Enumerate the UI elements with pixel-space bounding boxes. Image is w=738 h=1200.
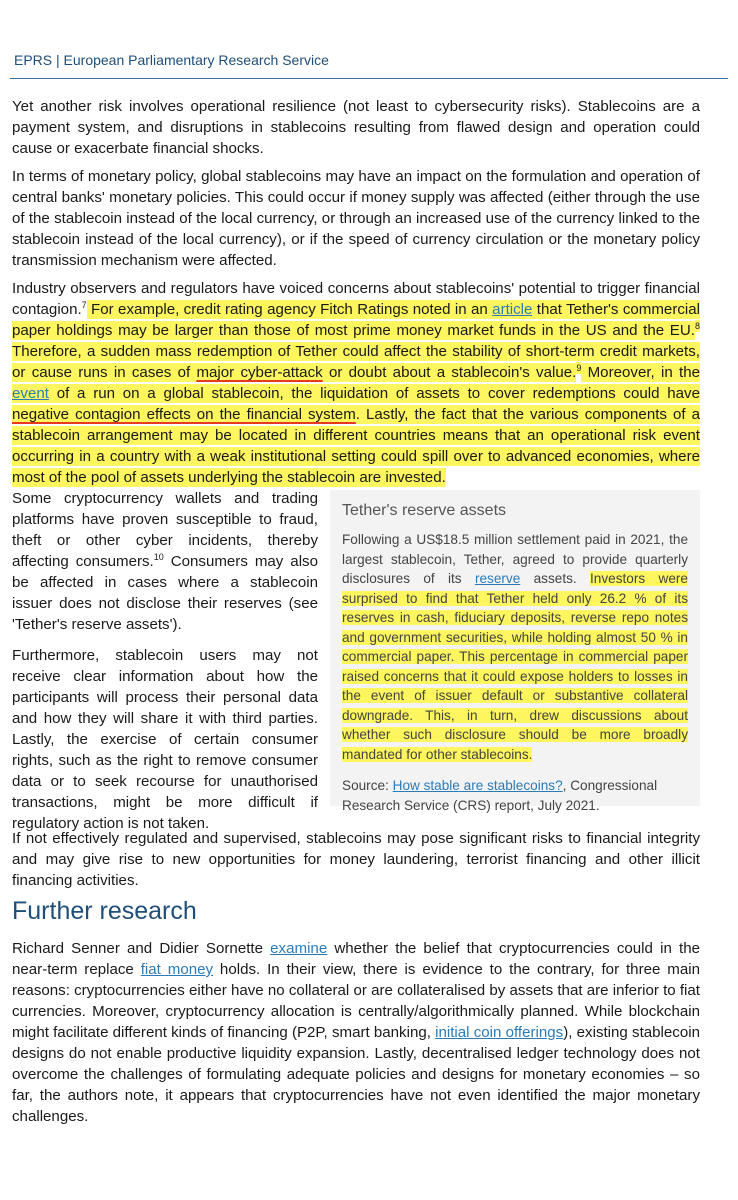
link-source[interactable]: How stable are stablecoins? [392, 778, 563, 793]
paragraph-text: Some cryptocurrency wallets and trading platforms have proven susceptible to fraud, theft or other cyber incidents, thereby affecting consumers. [12, 490, 318, 570]
highlighted-text: . Lastly, the fact that the various components of a stablecoin arrangement may be located in different countries means that an operational risk event occurring in a country with a weak institutional setting could spill over to advanced economies, where most of the pool of assets underlying the stablecoin are invested. [12, 406, 700, 486]
box-text-part: Following a US$18.5 million settlement paid in 2021, the largest stablecoin, Tether, agreed to provide quarterly disclosures of its [342, 532, 688, 586]
footnote-10[interactable]: 10 [153, 551, 164, 562]
source-rest: , Congressional Research Service (CRS) report, July 2021. [342, 778, 658, 813]
paragraph-user-data: Furthermore, stablecoin users may not receive clear information about how the participants will process their personal data and how they will share it with third parties. Lastly, the exercise of certain consumer rights, such as the right to remove consumer data or to seek recourse for unauthorised transactions, might be more difficult if regulatory action is not taken. [12, 647, 318, 832]
highlighted-text: Investors were surprised to find that Tether held only 26.2 % of its reserves in cash, fiduciary deposits, reverse repo notes and government securities, while holding almost 50 % in commercial paper. This percentage in commercial paper raised concerns that it could expose holders to losses in the event of issuer default or substantive collateral downgrade. This, in turn, drew discussions about whether such disclosure should be more broadly mandated for other stablecoins. [342, 571, 688, 762]
link-reserve[interactable]: reserve [474, 571, 521, 586]
paragraph-text: Yet another risk involves operational resilience (not least to cybersecurity risks). Stablecoins are a payment system, and disruptions in stablecoins resulting from flawed design and operation could cause or exacerbate financial shocks. [12, 98, 700, 157]
paragraph-operational-resilience [12, 96, 700, 159]
paragraph-further-research [12, 938, 700, 1127]
highlighted-text: For example, credit rating agency Fitch Ratings noted in an [86, 301, 493, 318]
highlighted-text: of a run on a global stablecoin, the liquidation of assets to cover redemptions could have [48, 385, 700, 402]
source-label: Source: [342, 778, 393, 793]
box-source [342, 776, 688, 815]
paragraph-financial-contagion [12, 278, 700, 488]
paragraph-text: holds. In their view, there is evidence to the contrary, for three main reasons: cryptocurrencies either have no collateral or are collateralised by assets that are inferior to fiat currencies. Moreover, cryptocurrency allocation is centrally/algorithmically planned. While blockchain might facilitate different kinds of financing (P2P, smart banking, [12, 961, 700, 1041]
paragraph-text: whether the belief that cryptocurrencies could in the near-term replace [12, 940, 700, 978]
highlighted-text: Moreover, in the [581, 364, 700, 381]
paragraph-text: ), existing stablecoin designs do not enable productive liquidity expansion. Lastly, decentralised ledger technology does not overcome the challenges of formulating adequate policies and designs for monetary economies – so far, the authors note, it appears that cryptocurrencies have not even identified the major monetary challenges. [12, 1024, 700, 1125]
box-text [342, 530, 688, 764]
contagion-intro: Industry observers and regulators have voiced concerns about stablecoins' potential to trigger financial contagion. [12, 280, 700, 318]
paragraph-text: If not effectively regulated and supervised, stablecoins may pose significant risks to financial integrity and may give rise to new opportunities for money laundering, terrorist financing and other illicit financing activities. [12, 830, 700, 889]
link-examine[interactable]: examine [270, 940, 328, 957]
header-divider [10, 78, 728, 79]
paragraph-text: In terms of monetary policy, global stablecoins may have an impact on the formulation and operation of central banks' monetary policies. This could occur if money supply was affected (either through the use of the stablecoin instead of the local currency, or through an increased use of the currency linked to the stablecoin instead of the local currency), or if the speed of currency circulation or the monetary policy transmission mechanism were affected. [12, 168, 700, 269]
footnote-7[interactable]: 7 [81, 299, 87, 310]
highlighted-text: that Tether's commercial paper holdings may be larger than those of most prime money market funds in the US and the EU. [12, 301, 700, 339]
header-title: EPRS | European Parliamentary Research Service [14, 52, 329, 68]
paragraph-regulation [12, 828, 700, 891]
paragraph-consumer-risk [12, 488, 318, 635]
footnote-9[interactable]: 9 [576, 362, 582, 373]
underlined-contagion-effects: negative contagion effects on the financial system [12, 406, 356, 423]
paragraph-text: Consumers may also be affected in cases where a stablecoin issuer does not disclose their reserves (see 'Tether's reserve assets'). [12, 553, 318, 633]
highlighted-text: Therefore, a sudden mass redemption of Tether could affect the stability of short-term credit markets, or cause runs in cases of [12, 343, 700, 381]
left-column [12, 488, 318, 844]
section-heading-further-research: Further research [12, 897, 197, 925]
footnote-8[interactable]: 8 [694, 320, 700, 331]
link-article[interactable]: article [492, 301, 533, 318]
link-initial-coin-offerings[interactable]: initial coin offerings [435, 1024, 564, 1041]
underlined-cyber-attack: major cyber-attack [196, 364, 323, 381]
tether-reserve-box [330, 490, 700, 813]
paragraph-text: Richard Senner and Didier Sornette [12, 940, 271, 957]
link-event[interactable]: event [12, 385, 49, 402]
paragraph-monetary-policy [12, 166, 700, 271]
highlighted-text: or doubt about a stablecoin's value. [322, 364, 577, 381]
link-fiat-money[interactable]: fiat money [140, 961, 214, 978]
box-text-part: assets. [520, 571, 591, 586]
box-title: Tether's reserve assets [342, 502, 507, 519]
